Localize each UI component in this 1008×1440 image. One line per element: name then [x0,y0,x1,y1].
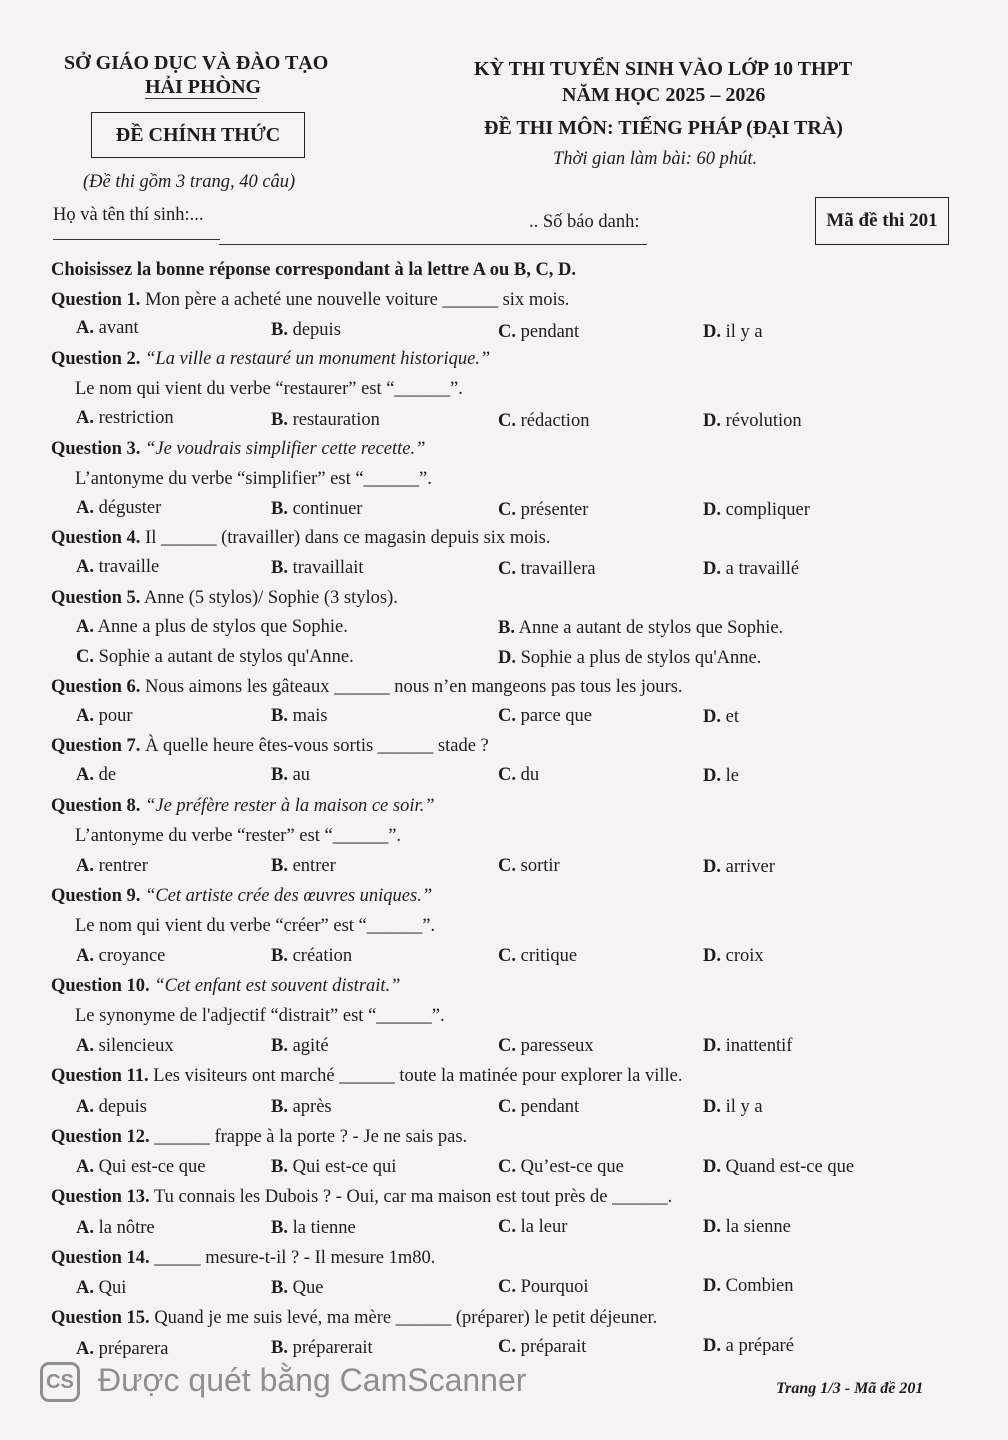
instructions: Choisissez la bonne réponse correspondant à la lettre A ou B, C, D. [51,260,577,280]
camscanner-watermark: Được quét bằng CamScanner [98,1362,527,1398]
question-10-option-b[interactable]: B. agité [271,1036,329,1056]
question-14-option-c[interactable]: C. Pourquoi [498,1277,589,1297]
question-9-stem: Question 9. “Cet artiste crée des œuvres uniques.” [51,886,433,906]
question-7-stem: Question 7. À quelle heure êtes-vous sortis ______ stade ? [51,736,489,756]
page-info: Trang 1/3 - Mã đề 201 [776,1380,924,1397]
question-2-option-c[interactable]: C. rédaction [498,411,590,431]
question-14-option-b[interactable]: B. Que [271,1278,324,1298]
question-9-subprompt: Le nom qui vient du verbe “créer” est “______”. [75,916,436,936]
pages-note: (Đề thi gồm 3 trang, 40 câu) [83,172,296,192]
question-6-option-c[interactable]: C. parce que [498,706,593,726]
question-10-option-a[interactable]: A. silencieux [76,1036,174,1056]
camscanner-logo-icon: CS [40,1362,80,1402]
question-9-option-a[interactable]: A. croyance [76,946,166,966]
question-12-stem: Question 12. ______ frappe à la porte ? - Je ne sais pas. [51,1127,468,1147]
question-5-option-a[interactable]: A. Anne a plus de stylos que Sophie. [76,617,348,637]
question-5-option-b[interactable]: B. Anne a autant de stylos que Sophie. [498,618,784,638]
question-11-option-d[interactable]: D. il y a [703,1097,763,1117]
question-6-option-b[interactable]: B. mais [271,706,328,726]
school-year: NĂM HỌC 2025 – 2026 [562,84,766,106]
question-8-option-d[interactable]: D. arriver [703,857,775,877]
question-12-option-b[interactable]: B. Qui est-ce qui [271,1157,397,1177]
question-3-option-a[interactable]: A. déguster [76,498,162,518]
question-11-option-a[interactable]: A. depuis [76,1097,147,1117]
question-14-option-d[interactable]: D. Combien [703,1276,794,1296]
question-2-subprompt: Le nom qui vient du verbe “restaurer” est “______”. [75,379,463,399]
question-5-option-d[interactable]: D. Sophie a plus de stylos qu'Anne. [498,648,762,668]
exam-code-box [815,197,949,245]
exam-subject: ĐỀ THI MÔN: TIẾNG PHÁP (ĐẠI TRÀ) [484,117,843,139]
question-12-option-a[interactable]: A. Qui est-ce que [76,1157,206,1177]
question-1-option-b[interactable]: B. depuis [271,320,341,340]
question-4-option-a[interactable]: A. travaille [76,557,160,577]
question-14-option-a[interactable]: A. Qui [76,1278,127,1298]
question-1-option-d[interactable]: D. il y a [703,322,763,342]
candidate-name-label: Họ và tên thí sinh:... [53,205,204,225]
question-3-option-d[interactable]: D. compliquer [703,500,810,520]
question-2-option-a[interactable]: A. restriction [76,408,174,428]
candidate-number-line [219,244,647,245]
department-name: SỞ GIÁO DỤC VÀ ĐÀO TẠO [64,52,329,74]
question-2-stem: Question 2. “La ville a restauré un monument historique.” [51,349,491,369]
question-1-stem: Question 1. Mon père a acheté une nouvelle voiture ______ six mois. [51,290,570,310]
department-city: HẢI PHÒNG [145,76,262,98]
question-8-option-c[interactable]: C. sortir [498,856,560,876]
question-9-option-c[interactable]: C. critique [498,946,578,966]
question-4-stem: Question 4. Il ______ (travailler) dans ce magasin depuis six mois. [51,528,551,548]
question-13-stem: Question 13. Tu connais les Dubois ? - Oui, car ma maison est tout près de ______. [51,1187,673,1207]
question-15-option-b[interactable]: B. préparerait [271,1338,373,1358]
question-5-stem: Question 5. Anne (5 stylos)/ Sophie (3 stylos). [51,588,398,608]
question-3-option-b[interactable]: B. continuer [271,499,363,519]
question-1-option-a[interactable]: A. avant [76,318,139,338]
question-11-option-c[interactable]: C. pendant [498,1097,580,1117]
question-7-option-a[interactable]: A. de [76,765,117,785]
question-4-option-c[interactable]: C. travaillera [498,559,596,579]
question-8-option-b[interactable]: B. entrer [271,856,336,876]
question-10-subprompt: Le synonyme de l'adjectif “distrait” est “______”. [75,1006,445,1026]
question-5-option-c[interactable]: C. Sophie a autant de stylos qu'Anne. [76,647,354,667]
question-15-stem: Question 15. Quand je me suis levé, ma mère ______ (préparer) le petit déjeuner. [51,1308,658,1328]
question-10-option-d[interactable]: D. inattentif [703,1036,793,1056]
question-8-stem: Question 8. “Je préfère rester à la maison ce soir.” [51,796,435,816]
question-7-option-c[interactable]: C. du [498,765,540,785]
question-13-option-a[interactable]: A. la nôtre [76,1218,155,1238]
question-2-option-b[interactable]: B. restauration [271,410,380,430]
question-13-option-c[interactable]: C. la leur [498,1217,568,1237]
question-6-option-d[interactable]: D. et [703,707,739,727]
question-4-option-b[interactable]: B. travaillait [271,558,364,578]
question-13-option-d[interactable]: D. la sienne [703,1217,791,1237]
question-8-option-a[interactable]: A. rentrer [76,856,148,876]
official-exam-box [91,112,305,158]
question-3-stem: Question 3. “Je voudrais simplifier cette recette.” [51,439,426,459]
question-13-option-b[interactable]: B. la tienne [271,1218,356,1238]
question-2-option-d[interactable]: D. révolution [703,411,802,431]
question-6-option-a[interactable]: A. pour [76,706,133,726]
official-label: ĐỀ CHÍNH THỨC [115,123,281,146]
exam-title: KỲ THI TUYỂN SINH VÀO LỚP 10 THPT [474,58,853,80]
question-11-stem: Question 11. Les visiteurs ont marché ______ toute la matinée pour explorer la ville. [51,1066,683,1086]
question-10-stem: Question 10. “Cet enfant est souvent distrait.” [51,976,401,996]
question-6-stem: Question 6. Nous aimons les gâteaux ______ nous n’en mangeons pas tous les jours. [51,677,683,697]
question-4-option-d[interactable]: D. a travaillé [703,559,800,579]
question-12-option-c[interactable]: C. Qu’est-ce que [498,1157,624,1177]
city-underline [145,98,257,99]
exam-code: Mã đề thi 201 [826,210,938,231]
question-11-option-b[interactable]: B. après [271,1097,332,1117]
question-15-option-a[interactable]: A. préparera [76,1339,169,1359]
question-15-option-d[interactable]: D. a préparé [703,1336,794,1356]
exam-duration: Thời gian làm bài: 60 phút. [553,149,758,169]
candidate-number-label: .. Số báo danh: [529,212,640,232]
question-7-option-b[interactable]: B. au [271,765,311,785]
question-3-option-c[interactable]: C. présenter [498,500,589,520]
question-7-option-d[interactable]: D. le [703,766,739,786]
question-9-option-d[interactable]: D. croix [703,946,764,966]
question-10-option-c[interactable]: C. paresseux [498,1036,594,1056]
question-8-subprompt: L’antonyme du verbe “rester” est “______”. [75,826,402,846]
candidate-name-line [53,239,220,240]
question-15-option-c[interactable]: C. préparait [498,1337,587,1357]
question-3-subprompt: L’antonyme du verbe “simplifier” est “______”. [75,469,432,489]
question-12-option-d[interactable]: D. Quand est-ce que [703,1157,855,1177]
question-1-option-c[interactable]: C. pendant [498,322,580,342]
question-14-stem: Question 14. _____ mesure-t-il ? - Il mesure 1m80. [51,1248,436,1268]
question-9-option-b[interactable]: B. création [271,946,353,966]
